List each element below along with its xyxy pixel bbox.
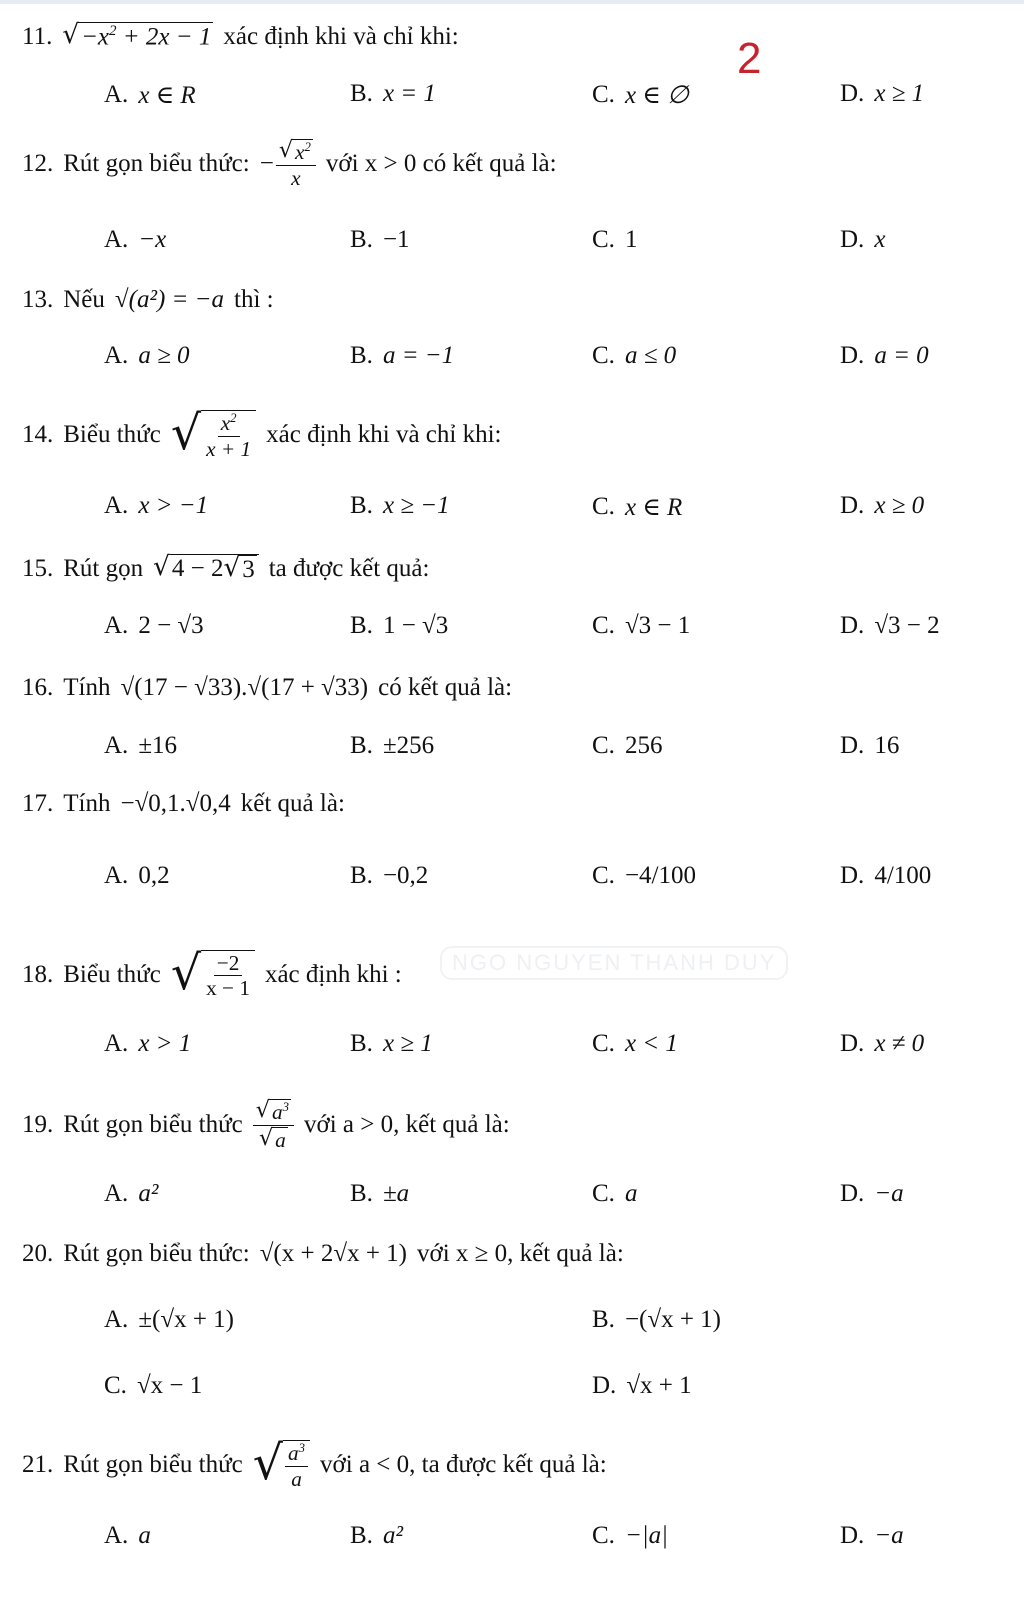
- question-expression: √(17 − √33).√(17 + √33): [120, 674, 369, 701]
- question-number: 20.: [22, 1240, 54, 1267]
- question-text: Rút gọn: [63, 555, 144, 582]
- question-number: 18.: [22, 961, 54, 989]
- option-a[interactable]: A. 0,2: [104, 862, 170, 889]
- option-d[interactable]: D. x: [840, 226, 886, 253]
- option-d[interactable]: D. −a: [840, 1522, 904, 1549]
- question-number: 19.: [22, 1110, 54, 1138]
- option-a[interactable]: A. a: [104, 1522, 151, 1549]
- options-20-row1: [0, 1306, 1024, 1346]
- option-c[interactable]: C. a ≤ 0: [592, 342, 677, 369]
- question-text: Biểu thức: [63, 421, 161, 449]
- question-expression: √ 4 − 2 √ 3: [153, 554, 259, 584]
- question-15: [22, 554, 429, 584]
- option-b[interactable]: B. −(√x + 1): [592, 1306, 722, 1333]
- question-number: 16.: [22, 674, 54, 701]
- question-condition: có kết quả là:: [378, 674, 513, 701]
- option-d[interactable]: D. −a: [840, 1180, 904, 1207]
- question-number: 13.: [22, 286, 54, 313]
- option-d[interactable]: D. 4/100: [840, 862, 932, 889]
- option-b[interactable]: B. ±a: [350, 1180, 410, 1207]
- question-expression: √ $a^3$ √ a: [253, 1098, 294, 1152]
- option-c[interactable]: C. 1: [592, 226, 638, 253]
- option-d[interactable]: D. x ≠ 0: [840, 1030, 925, 1057]
- option-a[interactable]: A. 2 − √3: [104, 612, 204, 639]
- question-text: Nếu: [63, 286, 105, 313]
- option-b[interactable]: B. a²: [350, 1522, 403, 1549]
- question-expression: − √ $x^2$ x: [260, 138, 316, 190]
- question-20: [22, 1240, 624, 1268]
- question-16: [22, 674, 512, 702]
- option-a[interactable]: A. ±(√x + 1): [104, 1306, 235, 1333]
- question-text: Rút gọn biểu thức:: [63, 1240, 250, 1267]
- option-c[interactable]: C. x < 1: [592, 1030, 678, 1057]
- question-12: [22, 138, 557, 190]
- question-text: Tính: [63, 674, 111, 701]
- question-14: [22, 406, 502, 461]
- question-condition: với a < 0, ta được kết quả là:: [320, 1451, 607, 1479]
- question-text: Rút gọn biểu thức:: [63, 149, 250, 177]
- question-expression: −√0,1.√0,4: [120, 790, 231, 817]
- question-condition: với x > 0 có kết quả là:: [325, 149, 557, 177]
- options-18: [0, 1030, 1024, 1070]
- option-b[interactable]: B. ±256: [350, 732, 435, 759]
- option-d[interactable]: D. a = 0: [840, 342, 929, 369]
- question-condition: ta được kết quả:: [268, 555, 430, 582]
- watermark: NGO NGUYEN THANH DUY: [440, 946, 788, 980]
- option-a[interactable]: A. ±16: [104, 732, 178, 759]
- option-d[interactable]: D. √x + 1: [592, 1372, 692, 1399]
- option-a[interactable]: A. −x: [104, 226, 167, 253]
- question-13: [22, 286, 274, 314]
- option-a[interactable]: A. x ∈ R: [104, 81, 196, 109]
- option-d[interactable]: D. √3 − 2: [840, 612, 940, 639]
- options-21: [0, 1522, 1024, 1562]
- question-number: 21.: [22, 1451, 54, 1479]
- question-21: [22, 1436, 607, 1491]
- question-text: Rút gọn biểu thức: [63, 1110, 243, 1138]
- question-expression: √ $\frac{-2}{x - 1}$: [171, 950, 255, 1001]
- option-c[interactable]: C. a: [592, 1180, 638, 1207]
- question-number: 11.: [22, 22, 53, 50]
- question-text: xác định khi và chỉ khi:: [223, 22, 459, 50]
- option-a[interactable]: A. x > 1: [104, 1030, 192, 1057]
- question-condition: kết quả là:: [240, 790, 345, 817]
- question-11: [22, 22, 459, 51]
- question-number: 17.: [22, 790, 54, 817]
- option-c[interactable]: C. −|a|: [592, 1522, 669, 1549]
- question-number: 15.: [22, 555, 54, 582]
- option-c[interactable]: C. x ∈ ∅: [592, 81, 689, 109]
- question-condition: với a > 0, kết quả là:: [303, 1110, 510, 1138]
- option-b[interactable]: B. x ≥ −1: [350, 492, 450, 519]
- question-expression: √ $\frac{x^2}{x + 1}$: [171, 410, 256, 461]
- question-expression: √ $\frac{a^3}{a}$: [253, 1440, 310, 1491]
- question-condition: xác định khi và chỉ khi:: [266, 421, 502, 449]
- option-c[interactable]: C. x ∈ R: [592, 493, 683, 521]
- option-d[interactable]: D. x ≥ 1: [840, 80, 925, 107]
- question-number: 12.: [22, 149, 54, 177]
- top-divider: [0, 0, 1024, 4]
- option-a[interactable]: A. a ≥ 0: [104, 342, 190, 369]
- option-b[interactable]: B. 1 − √3: [350, 612, 449, 639]
- question-expression: √(a²) = −a: [114, 286, 225, 313]
- question-condition: thì :: [234, 286, 274, 313]
- options-14: [0, 492, 1024, 532]
- options-15: [0, 612, 1024, 652]
- question-17: [22, 790, 345, 818]
- options-17: [0, 862, 1024, 902]
- option-b[interactable]: B. −1: [350, 226, 410, 253]
- option-d[interactable]: D. 16: [840, 732, 900, 759]
- option-c[interactable]: C. √3 − 1: [592, 612, 691, 639]
- question-expression: √ $-x^2 + 2x - 1$: [62, 20, 212, 51]
- question-expression: √(x + 2√x + 1): [259, 1240, 407, 1267]
- question-18: [22, 946, 402, 1001]
- option-a[interactable]: A. a²: [104, 1180, 159, 1207]
- options-11: [0, 80, 1024, 120]
- question-text: Biểu thức: [63, 961, 161, 989]
- question-19: [22, 1098, 510, 1152]
- option-b[interactable]: B. a = −1: [350, 342, 455, 369]
- options-13: [0, 342, 1024, 382]
- options-19: [0, 1180, 1024, 1220]
- question-text: Tính: [63, 790, 111, 817]
- question-text: Rút gọn biểu thức: [63, 1451, 243, 1479]
- question-condition: với x ≥ 0, kết quả là:: [417, 1240, 624, 1267]
- option-b[interactable]: B. x = 1: [350, 80, 436, 107]
- options-16: [0, 732, 1024, 772]
- question-number: 14.: [22, 421, 54, 449]
- page-number-badge: 2: [737, 34, 762, 83]
- option-c[interactable]: C. 256: [592, 732, 663, 759]
- option-d[interactable]: D. x ≥ 0: [840, 492, 925, 519]
- options-12: [0, 226, 1024, 266]
- option-c[interactable]: C. −4/100: [592, 862, 696, 889]
- option-c[interactable]: C. √x − 1: [104, 1372, 203, 1399]
- question-condition: xác định khi :: [264, 961, 402, 989]
- option-a[interactable]: A. x > −1: [104, 492, 209, 519]
- option-b[interactable]: B. x ≥ 1: [350, 1030, 433, 1057]
- option-b[interactable]: B. −0,2: [350, 862, 429, 889]
- options-20-row2: [0, 1372, 1024, 1412]
